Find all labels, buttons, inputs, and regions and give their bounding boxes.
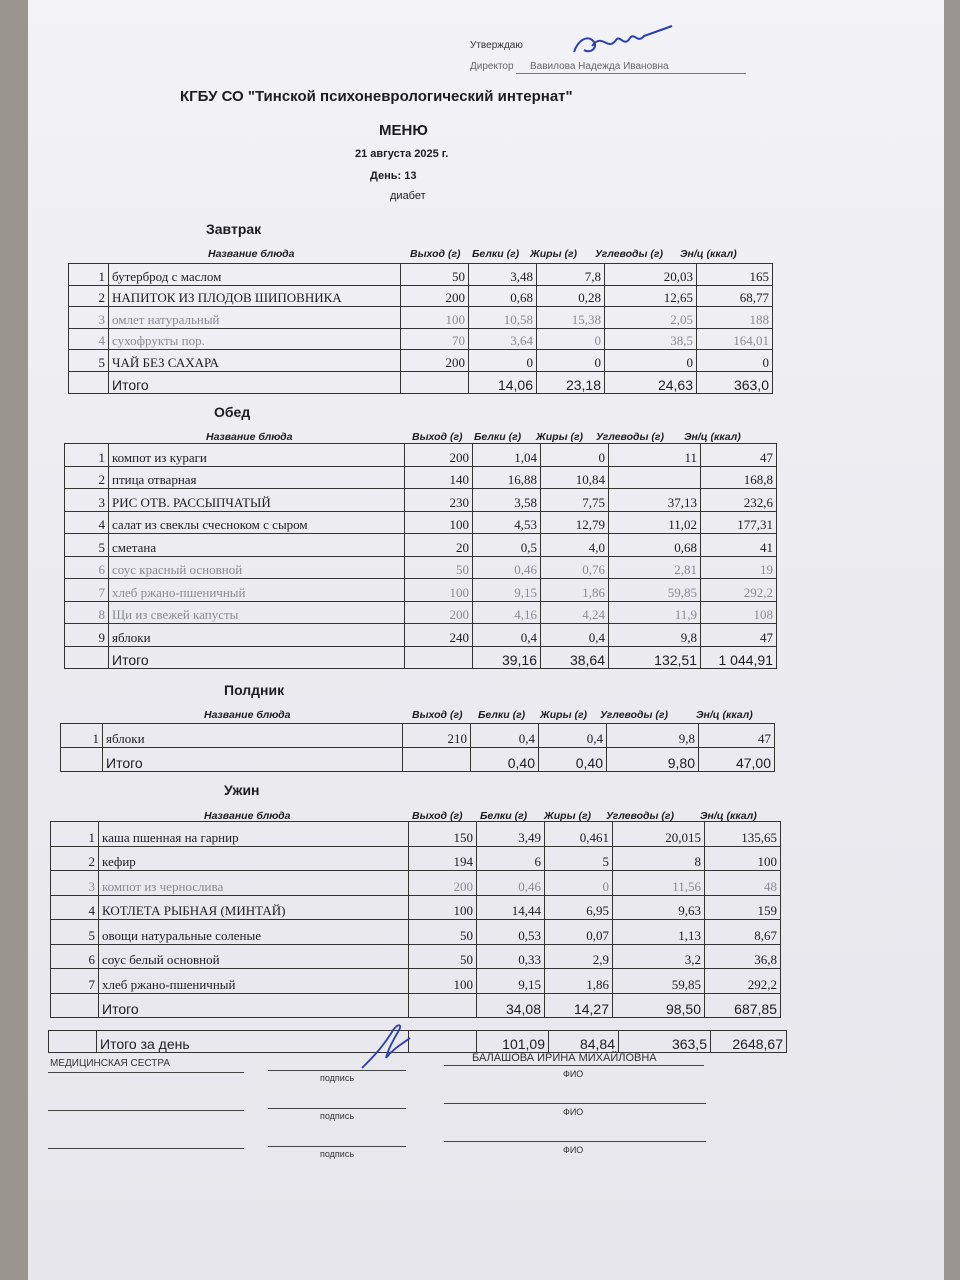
- day-total-output: [409, 1031, 477, 1053]
- protein-cell: 0,5: [473, 534, 541, 557]
- role-line-1: [48, 1072, 244, 1073]
- dish-name: сухофрукты пор.: [109, 328, 401, 350]
- row-number: 1: [65, 444, 109, 467]
- carbs-cell: 38,5: [605, 328, 697, 350]
- output-cell: 50: [401, 264, 469, 286]
- dish-name: хлеб ржано-пшеничный: [99, 969, 409, 994]
- output-cell: 50: [409, 944, 477, 969]
- output-cell: 200: [405, 444, 473, 467]
- total-row: [51, 993, 781, 1018]
- dish-name: сметана: [109, 534, 405, 557]
- fio-label-2: ФИО: [563, 1107, 584, 1117]
- table-row: [65, 579, 777, 602]
- fat-cell: 0: [541, 444, 609, 467]
- energy-cell: 41: [701, 534, 777, 557]
- energy-cell: 48: [705, 871, 781, 896]
- row-number: 7: [51, 969, 99, 994]
- menu-day: День: 13: [370, 170, 417, 182]
- row-number: 6: [51, 944, 99, 969]
- table-row: [65, 466, 777, 489]
- total-row: [65, 646, 777, 669]
- carbs-cell: 59,85: [613, 969, 705, 994]
- energy-cell: 0: [697, 350, 773, 372]
- total-fat: 14,27: [545, 993, 613, 1018]
- energy-cell: 232,6: [701, 489, 777, 512]
- protein-cell: 0,46: [477, 871, 545, 896]
- fat-cell: 10,84: [541, 466, 609, 489]
- role-line-3: [48, 1148, 244, 1149]
- energy-cell: 188: [697, 307, 773, 329]
- table-row: [69, 307, 773, 329]
- fat-cell: 0,28: [537, 285, 605, 307]
- energy-cell: 19: [701, 556, 777, 579]
- col-protein-header: Белки (г): [480, 810, 528, 822]
- energy-cell: 36,8: [705, 944, 781, 969]
- dish-name: каша пшенная на гарнир: [99, 822, 409, 847]
- total-output: [405, 646, 473, 669]
- total-carbs: 9,80: [607, 748, 699, 772]
- energy-cell: 47: [699, 724, 775, 748]
- day-total-fat: 84,84: [549, 1031, 619, 1053]
- col-protein-header: Белки (г): [478, 709, 526, 721]
- table-row: [69, 350, 773, 372]
- sign-label-2: подпись: [320, 1111, 355, 1121]
- fat-cell: 0: [545, 871, 613, 896]
- table-row: [51, 969, 781, 994]
- col-name-header: Название блюда: [206, 431, 293, 443]
- row-number: 3: [51, 871, 99, 896]
- fat-cell: 0: [537, 350, 605, 372]
- total-protein: 39,16: [473, 646, 541, 669]
- col-output-header: Выход (г): [412, 810, 463, 822]
- day-total-energy: 2648,67: [711, 1031, 787, 1053]
- dish-name: омлет натуральный: [109, 307, 401, 329]
- row-number: 2: [69, 285, 109, 307]
- protein-cell: 10,58: [469, 307, 537, 329]
- output-cell: 200: [409, 871, 477, 896]
- fio-label-1: ФИО: [563, 1069, 584, 1079]
- fat-cell: 1,86: [545, 969, 613, 994]
- output-cell: 240: [405, 624, 473, 647]
- row-number: 5: [69, 350, 109, 372]
- protein-cell: 0,53: [477, 920, 545, 945]
- nurse-signature: [358, 1018, 418, 1074]
- total-label: Итого: [109, 646, 405, 669]
- energy-cell: 68,77: [697, 285, 773, 307]
- protein-cell: 3,48: [469, 264, 537, 286]
- section-title: Полдник: [224, 682, 285, 698]
- energy-cell: 159: [705, 895, 781, 920]
- col-protein-header: Белки (г): [474, 431, 522, 443]
- col-carbs-header: Углеводы (г): [595, 248, 664, 260]
- protein-cell: 3,49: [477, 822, 545, 847]
- fat-cell: 1,86: [541, 579, 609, 602]
- row-number: 2: [65, 466, 109, 489]
- carbs-cell: 11: [609, 444, 701, 467]
- fat-cell: 2,9: [545, 944, 613, 969]
- menu-date: 21 августа 2025 г.: [355, 148, 449, 160]
- dish-name: птица отварная: [109, 466, 405, 489]
- carbs-cell: 0: [605, 350, 697, 372]
- carbs-cell: 9,63: [613, 895, 705, 920]
- output-cell: 100: [401, 307, 469, 329]
- sign-line-3: [268, 1146, 406, 1147]
- protein-cell: 0: [469, 350, 537, 372]
- diet-type: диабет: [390, 190, 426, 202]
- carbs-cell: 37,13: [609, 489, 701, 512]
- approval-position: Директор: [470, 61, 514, 72]
- day-total-carbs: 363,5: [619, 1031, 711, 1053]
- output-cell: 200: [405, 601, 473, 624]
- carbs-cell: 9,8: [607, 724, 699, 748]
- approval-line: [516, 73, 746, 74]
- dish-name: КОТЛЕТА РЫБНАЯ (МИНТАЙ): [99, 895, 409, 920]
- output-cell: 70: [401, 328, 469, 350]
- protein-cell: 9,15: [477, 969, 545, 994]
- energy-cell: 165: [697, 264, 773, 286]
- approval-label: Утверждаю: [470, 40, 523, 51]
- meal-table: [50, 821, 781, 1018]
- table-row: [51, 944, 781, 969]
- fat-cell: 0,76: [541, 556, 609, 579]
- sign-label-1: подпись: [320, 1073, 355, 1083]
- output-cell: 100: [409, 895, 477, 920]
- total-energy: 687,85: [705, 993, 781, 1018]
- dish-name: соус белый основной: [99, 944, 409, 969]
- dish-name: НАПИТОК ИЗ ПЛОДОВ ШИПОВНИКА: [109, 285, 401, 307]
- output-cell: 150: [409, 822, 477, 847]
- sign-line-2: [268, 1108, 406, 1109]
- fat-cell: 0,461: [545, 822, 613, 847]
- protein-cell: 14,44: [477, 895, 545, 920]
- row-number: 9: [65, 624, 109, 647]
- table-row: [65, 534, 777, 557]
- carbs-cell: 20,03: [605, 264, 697, 286]
- row-number: 8: [65, 601, 109, 624]
- col-output-header: Выход (г): [412, 709, 463, 721]
- output-cell: 210: [403, 724, 471, 748]
- fat-cell: 12,79: [541, 511, 609, 534]
- output-cell: 20: [405, 534, 473, 557]
- output-cell: 200: [401, 350, 469, 372]
- protein-cell: 6: [477, 846, 545, 871]
- row-number: 5: [51, 920, 99, 945]
- output-cell: 50: [409, 920, 477, 945]
- total-label: Итого: [103, 748, 403, 772]
- table-row: [69, 328, 773, 350]
- total-energy: 1 044,91: [701, 646, 777, 669]
- energy-cell: 292,2: [701, 579, 777, 602]
- meal-table: [64, 443, 777, 669]
- section-title: Завтрак: [206, 221, 262, 237]
- fat-cell: 6,95: [545, 895, 613, 920]
- dish-name: компот из кураги: [109, 444, 405, 467]
- fat-cell: 7,75: [541, 489, 609, 512]
- menu-sheet: [28, 0, 944, 1280]
- fat-cell: 0,4: [541, 624, 609, 647]
- total-index: [51, 993, 99, 1018]
- protein-cell: 0,4: [471, 724, 539, 748]
- col-energy-header: Эн/ц (ккал): [696, 709, 753, 721]
- total-energy: 363,0: [697, 371, 773, 393]
- col-carbs-header: Углеводы (г): [606, 810, 675, 822]
- sign-line-1: [268, 1070, 406, 1071]
- fat-cell: 5: [545, 846, 613, 871]
- energy-cell: 47: [701, 624, 777, 647]
- energy-cell: 135,65: [705, 822, 781, 847]
- row-number: 5: [65, 534, 109, 557]
- protein-cell: 4,16: [473, 601, 541, 624]
- total-output: [409, 993, 477, 1018]
- fio-line-3: [444, 1141, 706, 1142]
- col-name-header: Название блюда: [204, 709, 291, 721]
- total-index: [69, 371, 109, 393]
- energy-cell: 108: [701, 601, 777, 624]
- section-title: Обед: [214, 404, 251, 420]
- meal-table: [60, 723, 775, 772]
- col-energy-header: Эн/ц (ккал): [684, 431, 741, 443]
- dish-name: яблоки: [109, 624, 405, 647]
- fio-label-3: ФИО: [563, 1145, 584, 1155]
- row-number: 6: [65, 556, 109, 579]
- dish-name: РИС ОТВ. РАССЫПЧАТЫЙ: [109, 489, 405, 512]
- output-cell: 230: [405, 489, 473, 512]
- total-output: [403, 748, 471, 772]
- total-carbs: 98,50: [613, 993, 705, 1018]
- day-total-protein: 101,09: [477, 1031, 549, 1053]
- col-fat-header: Жиры (г): [530, 248, 578, 260]
- row-number: 1: [69, 264, 109, 286]
- output-cell: 100: [405, 511, 473, 534]
- approval-name: Вавилова Надежда Ивановна: [530, 61, 669, 72]
- total-protein: 0,40: [471, 748, 539, 772]
- fat-cell: 0: [537, 328, 605, 350]
- total-energy: 47,00: [699, 748, 775, 772]
- col-carbs-header: Углеводы (г): [600, 709, 669, 721]
- total-fat: 0,40: [539, 748, 607, 772]
- total-fat: 23,18: [537, 371, 605, 393]
- role-line-2: [48, 1110, 244, 1111]
- protein-cell: 0,46: [473, 556, 541, 579]
- fat-cell: 15,38: [537, 307, 605, 329]
- energy-cell: 47: [701, 444, 777, 467]
- day-total-label: Итого за день: [97, 1031, 409, 1053]
- carbs-cell: 2,81: [609, 556, 701, 579]
- carbs-cell: 2,05: [605, 307, 697, 329]
- row-number: 4: [69, 328, 109, 350]
- table-row: [65, 511, 777, 534]
- energy-cell: 100: [705, 846, 781, 871]
- row-number: 3: [65, 489, 109, 512]
- table-row: [51, 920, 781, 945]
- director-signature: [568, 22, 678, 62]
- col-fat-header: Жиры (г): [544, 810, 592, 822]
- dish-name: бутерброд с маслом: [109, 264, 401, 286]
- carbs-cell: 12,65: [605, 285, 697, 307]
- row-number: 1: [51, 822, 99, 847]
- carbs-cell: 59,85: [609, 579, 701, 602]
- carbs-cell: 20,015: [613, 822, 705, 847]
- col-fat-header: Жиры (г): [540, 709, 588, 721]
- dish-name: хлеб ржано-пшеничный: [109, 579, 405, 602]
- col-name-header: Название блюда: [204, 810, 291, 822]
- total-protein: 34,08: [477, 993, 545, 1018]
- table-row: [51, 895, 781, 920]
- total-label: Итого: [109, 371, 401, 393]
- signature-role: МЕДИЦИНСКАЯ СЕСТРА: [50, 1058, 171, 1069]
- table-row: [61, 724, 775, 748]
- energy-cell: 164,01: [697, 328, 773, 350]
- total-row: [69, 371, 773, 393]
- carbs-cell: 1,13: [613, 920, 705, 945]
- row-number: 1: [61, 724, 103, 748]
- dish-name: компот из чернослива: [99, 871, 409, 896]
- output-cell: 50: [405, 556, 473, 579]
- total-index: [65, 646, 109, 669]
- total-carbs: 132,51: [609, 646, 701, 669]
- day-total-index: [49, 1031, 97, 1053]
- section-title: Ужин: [224, 782, 260, 798]
- protein-cell: 4,53: [473, 511, 541, 534]
- row-number: 4: [51, 895, 99, 920]
- protein-cell: 9,15: [473, 579, 541, 602]
- col-output-header: Выход (г): [410, 248, 461, 260]
- meal-table: [68, 263, 773, 394]
- total-index: [61, 748, 103, 772]
- protein-cell: 3,58: [473, 489, 541, 512]
- fat-cell: 4,0: [541, 534, 609, 557]
- sign-label-3: подпись: [320, 1149, 355, 1159]
- energy-cell: 177,31: [701, 511, 777, 534]
- row-number: 3: [69, 307, 109, 329]
- protein-cell: 1,04: [473, 444, 541, 467]
- energy-cell: 292,2: [705, 969, 781, 994]
- protein-cell: 0,33: [477, 944, 545, 969]
- total-output: [401, 371, 469, 393]
- col-energy-header: Эн/ц (ккал): [680, 248, 737, 260]
- fat-cell: 7,8: [537, 264, 605, 286]
- col-output-header: Выход (г): [412, 431, 463, 443]
- dish-name: Щи из свежей капусты: [109, 601, 405, 624]
- total-row: [61, 748, 775, 772]
- table-row: [65, 556, 777, 579]
- col-fat-header: Жиры (г): [536, 431, 584, 443]
- fat-cell: 0,07: [545, 920, 613, 945]
- protein-cell: 3,64: [469, 328, 537, 350]
- fio-line-2: [444, 1103, 706, 1104]
- table-row: [51, 846, 781, 871]
- output-cell: 100: [405, 579, 473, 602]
- table-row: [65, 601, 777, 624]
- row-number: 2: [51, 846, 99, 871]
- col-energy-header: Эн/ц (ккал): [700, 810, 757, 822]
- dish-name: салат из свеклы счесноком с сыром: [109, 511, 405, 534]
- fio-line-1: [444, 1065, 704, 1066]
- protein-cell: 16,88: [473, 466, 541, 489]
- carbs-cell: 11,9: [609, 601, 701, 624]
- protein-cell: 0,68: [469, 285, 537, 307]
- carbs-cell: 8: [613, 846, 705, 871]
- col-carbs-header: Углеводы (г): [596, 431, 665, 443]
- total-carbs: 24,63: [605, 371, 697, 393]
- total-protein: 14,06: [469, 371, 537, 393]
- carbs-cell: 11,02: [609, 511, 701, 534]
- dish-name: овощи натуральные соленые: [99, 920, 409, 945]
- table-row: [69, 264, 773, 286]
- fat-cell: 0,4: [539, 724, 607, 748]
- table-row: [65, 624, 777, 647]
- table-row: [65, 489, 777, 512]
- output-cell: 140: [405, 466, 473, 489]
- total-label: Итого: [99, 993, 409, 1018]
- carbs-cell: 0,68: [609, 534, 701, 557]
- total-fat: 38,64: [541, 646, 609, 669]
- carbs-cell: 3,2: [613, 944, 705, 969]
- dish-name: яблоки: [103, 724, 403, 748]
- table-row: [65, 444, 777, 467]
- dish-name: кефир: [99, 846, 409, 871]
- output-cell: 100: [409, 969, 477, 994]
- dish-name: ЧАЙ БЕЗ САХАРА: [109, 350, 401, 372]
- table-row: [69, 285, 773, 307]
- col-name-header: Название блюда: [208, 248, 295, 260]
- table-row: [51, 822, 781, 847]
- energy-cell: 8,67: [705, 920, 781, 945]
- menu-title: МЕНЮ: [379, 122, 428, 139]
- col-protein-header: Белки (г): [472, 248, 520, 260]
- output-cell: 200: [401, 285, 469, 307]
- carbs-cell: [609, 466, 701, 489]
- carbs-cell: 9,8: [609, 624, 701, 647]
- table-row: [51, 871, 781, 896]
- energy-cell: 168,8: [701, 466, 777, 489]
- fat-cell: 4,24: [541, 601, 609, 624]
- row-number: 4: [65, 511, 109, 534]
- row-number: 7: [65, 579, 109, 602]
- output-cell: 194: [409, 846, 477, 871]
- dish-name: соус красный основной: [109, 556, 405, 579]
- fio-name: БАЛАШОВА ИРИНА МИХАЙЛОВНА: [472, 1052, 657, 1064]
- protein-cell: 0,4: [473, 624, 541, 647]
- carbs-cell: 11,56: [613, 871, 705, 896]
- organization-title: КГБУ СО "Тинской психоневрологический интернат": [180, 88, 573, 105]
